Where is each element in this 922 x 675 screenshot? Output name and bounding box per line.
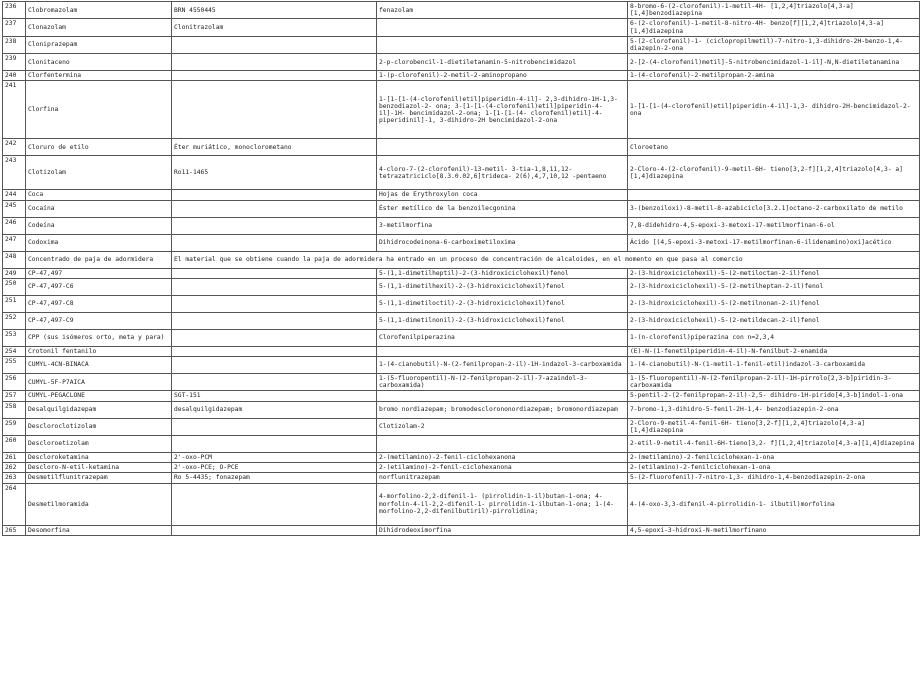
cell-syn (172, 217, 377, 234)
cell-iupac: 2-(3-hidroxiciclohexil)-5-(2-metiloctan-2-il)fenol (628, 268, 920, 278)
cell-iupac: 2-(3-hidroxiciclohexil)-5-(2-metildecan-2-il)fenol (628, 312, 920, 329)
table-row (3, 81, 920, 139)
table-row (3, 391, 920, 401)
cell-other: 1-(p-clorofenil)-2-metil-2-aminopropano (377, 71, 628, 81)
table-row (3, 54, 920, 71)
table-row (3, 525, 920, 535)
cell-iupac: 2-Cloro-4-(2-clorofenil)-9-metil-6H- tieno[3,2-f][1,2,4]triazolo[4,3- a][1,4]diazepina (628, 156, 920, 190)
cell-num: 253 (3, 329, 26, 346)
cell-name: Cocaína (26, 200, 172, 217)
table-row (3, 268, 920, 278)
table-row (3, 463, 920, 473)
cell-name: Codoxima (26, 234, 172, 251)
table-row (3, 295, 920, 312)
cell-name: Concentrado de paja de adormidera (26, 251, 172, 268)
cell-num: 255 (3, 357, 26, 374)
cell-name: CP-47,497-C9 (26, 312, 172, 329)
cell-num: 237 (3, 19, 26, 36)
cell-iupac: 7,8-didehidro-4,5-epoxi-3-metoxi-17-metilmorfinan-6-ol (628, 217, 920, 234)
cell-syn (172, 357, 377, 374)
cell-syn (172, 525, 377, 535)
cell-iupac: Ácido [(4,5-epoxi-3-metoxi-17-metilmorfinan-6-ilidenamino)oxi]acético (628, 234, 920, 251)
cell-iupac: 1-(n-clorofenil)piperazina con n=2,3,4 (628, 329, 920, 346)
cell-num: 242 (3, 139, 26, 156)
cell-other: Clorofenilpiperazina (377, 329, 628, 346)
cell-other: 4-cloro-7-(2-clorofenil)-13-metil- 3-tia-1,8,11,12-tetrazatriciclo[8.3.0.02,6]trideca- 2(6),4,7,10,12 -pentaeno (377, 156, 628, 190)
cell-other: El material que se obtiene cuando la paja de adormidera ha entrado en un proceso de concentración de alcaloides, en el momento en que pasa al comercio (172, 251, 920, 268)
cell-iupac: 4,5-epoxi-3-hidroxi-N-metilmorfinano (628, 525, 920, 535)
cell-num: 263 (3, 473, 26, 483)
cell-syn (172, 374, 377, 391)
cell-other (377, 139, 628, 156)
cell-syn: 2'-oxo-PCM (172, 453, 377, 463)
cell-name: CUMYL-PEGACLONE (26, 391, 172, 401)
cell-other: 1-[1-[1-(4-clorofenil)etil]piperidin-4-il]- 2,3-dihidro-1H-1,3-benzodiazol-2- ona; 3-[1-[1-(4-clorofenil)etil]piperidin-4-il]-1H- bencimidazol-2-ona; 1-[1-[1-(4- clorofenil)etil]-4-piperidinil]-1, 3-dihidro-2H bencimidazol-2-ona (377, 81, 628, 139)
cell-name: Desmetilmoramida (26, 483, 172, 525)
table-row (3, 190, 920, 200)
table-row (3, 217, 920, 234)
cell-name: CP-47,497-C8 (26, 295, 172, 312)
cell-iupac: 1-(5-fluoropentil)-N-(2-fenilpropan-2-il)-1H-pirrolo[2,3-b]piridin-3-carboxamida (628, 374, 920, 391)
cell-name: Clonazolam (26, 19, 172, 36)
table-row (3, 234, 920, 251)
cell-name: Descloroketamina (26, 453, 172, 463)
cell-syn: BRN 4550445 (172, 2, 377, 19)
table-row (3, 483, 920, 525)
cell-syn (172, 54, 377, 71)
cell-other: Clotizolam-2 (377, 418, 628, 435)
cell-syn (172, 190, 377, 200)
cell-iupac: 6-(2-clorofenil)-1-metil-8-nitro-4H- benzo[f][1,2,4]triazolo[4,3-a][1,4]diazepina (628, 19, 920, 36)
cell-iupac: (E)-N-(1-fenetilpiperidin-4-il)-N-fenilbut-2-enamida (628, 346, 920, 356)
table-row (3, 200, 920, 217)
cell-other: 5-(1,1-dimetilhexil)-2-(3-hidroxiciclohexil)fenol (377, 278, 628, 295)
cell-other: 5-(1,1-dimetilnonil)-2-(3-hidroxiciclohexil)fenol (377, 312, 628, 329)
cell-num: 258 (3, 401, 26, 418)
table-row (3, 139, 920, 156)
cell-syn: Clonitrazolam (172, 19, 377, 36)
cell-iupac: 5-(2-fluorofenil)-7-nitro-1,3- dihidro-1,4-benzodiazepin-2-ona (628, 473, 920, 483)
cell-name: Clorfentermina (26, 71, 172, 81)
cell-num: 239 (3, 54, 26, 71)
cell-syn (172, 268, 377, 278)
cell-name: Desalquilgidazepam (26, 401, 172, 418)
cell-iupac: 1-(4-cianobutil)-N-(1-metil-1-fenil-etil)indazol-3-carboxamida (628, 357, 920, 374)
cell-num: 241 (3, 81, 26, 139)
cell-name: CP-47,497 (26, 268, 172, 278)
cell-other: 3-metilmorfina (377, 217, 628, 234)
cell-num: 265 (3, 525, 26, 535)
cell-syn (172, 483, 377, 525)
cell-name: Clorfina (26, 81, 172, 139)
cell-syn: SGT-151 (172, 391, 377, 401)
table-row (3, 436, 920, 453)
cell-num: 250 (3, 278, 26, 295)
cell-name: Codeína (26, 217, 172, 234)
table-row (3, 156, 920, 190)
cell-other (377, 436, 628, 453)
cell-syn (172, 436, 377, 453)
cell-other: 5-(1,1-dimetilheptil)-2-(3-hidroxiciclohexil)fenol (377, 268, 628, 278)
cell-num: 259 (3, 418, 26, 435)
cell-other: bromo nordiazepam; bromodesclorononordiazepam; bromonordiazepam (377, 401, 628, 418)
cell-other: Dihidrodeoximorfina (377, 525, 628, 535)
table-row (3, 346, 920, 356)
cell-other: Dihidrocodeinona-6-carboximetiloxima (377, 234, 628, 251)
cell-other: fenazolam (377, 2, 628, 19)
cell-num: 262 (3, 463, 26, 473)
cell-iupac: 7-bromo-1,3-dihidro-5-fenil-2H-1,4- benzodiazepin-2-ona (628, 401, 920, 418)
cell-name: CUMYL-4CN-BINACA (26, 357, 172, 374)
cell-num: 249 (3, 268, 26, 278)
table-row (3, 401, 920, 418)
cell-num: 245 (3, 200, 26, 217)
cell-num: 238 (3, 36, 26, 53)
cell-iupac: 8-bromo-6-(2-clorofenil)-1-metil-4H- [1,2,4]triazolo[4,3-a][1,4]benzodiazepina (628, 2, 920, 19)
cell-name: Coca (26, 190, 172, 200)
cell-iupac: 5-(2-clorofenil)-1- (ciclopropilmetil)-7-nitro-1,3-dihidro-2H-benzo-1,4-diazepin-2-ona (628, 36, 920, 53)
cell-syn (172, 329, 377, 346)
table-row (3, 473, 920, 483)
cell-num: 257 (3, 391, 26, 401)
cell-syn: Ro 5-4435; fonazepam (172, 473, 377, 483)
cell-iupac: 1-[1-[1-(4-clorofenil)etil]piperidin-4-il]-1,3- dihidro-2H-bencimidazol-2-ona (628, 81, 920, 139)
cell-syn (172, 71, 377, 81)
cell-syn: Éter muriático, monoclorometano (172, 139, 377, 156)
cell-name: Descloroclotizolam (26, 418, 172, 435)
table-row (3, 278, 920, 295)
cell-iupac: 2-[2-(4-clorofenil)metil]-5-nitrobencimidazol-1-il]-N,N-dietiletanamina (628, 54, 920, 71)
cell-iupac: 5-pentil-2-(2-fenilpropan-2-il)-2,5- dihidro-1H-pirido[4,3-b]indol-1-ona (628, 391, 920, 401)
cell-num: 236 (3, 2, 26, 19)
cell-other: Hojas de Erythroxylon coca (377, 190, 628, 200)
cell-other (377, 36, 628, 53)
cell-iupac (628, 190, 920, 200)
cell-name: CUMYL-5F-P7AICA (26, 374, 172, 391)
table-row (3, 357, 920, 374)
cell-other: 1-(4-cianobutil)-N-(2-fenilpropan-2-il)-1H-indazol-3-carboxamida (377, 357, 628, 374)
cell-iupac: 3-(benzoiloxi)-8-metil-8-azabiciclo[3.2.1]octano-2-carboxilato de metilo (628, 200, 920, 217)
cell-name: CP-47,497-C6 (26, 278, 172, 295)
table-row (3, 71, 920, 81)
table-row (3, 251, 920, 268)
cell-other: 1-(5-fluoropentil)-N-(2-fenilpropan-2-il)-7-azaindol-3-carboxamida) (377, 374, 628, 391)
substances-table-body (3, 2, 920, 536)
cell-syn (172, 418, 377, 435)
cell-syn (172, 200, 377, 217)
cell-num: 261 (3, 453, 26, 463)
cell-iupac: 4-(4-oxo-3,3-difenil-4-pirrolidin-1- ilbutil)morfolina (628, 483, 920, 525)
cell-other: Éster metílico de la benzoilecgonina (377, 200, 628, 217)
cell-num: 254 (3, 346, 26, 356)
cell-num: 240 (3, 71, 26, 81)
cell-syn (172, 81, 377, 139)
cell-syn (172, 346, 377, 356)
cell-num: 252 (3, 312, 26, 329)
table-row (3, 36, 920, 53)
cell-name: Clotizolam (26, 156, 172, 190)
cell-name: Descloroetizolam (26, 436, 172, 453)
cell-num: 256 (3, 374, 26, 391)
cell-other: 2-p-clorobencil-1-dietiletanamin-5-nitrobencimidazol (377, 54, 628, 71)
cell-name: Descloro-N-etil-ketamina (26, 463, 172, 473)
cell-other (377, 19, 628, 36)
cell-iupac: 2-(metilamino)-2-fenilciclohexan-1-ona (628, 453, 920, 463)
cell-num: 246 (3, 217, 26, 234)
cell-other (377, 346, 628, 356)
cell-num: 247 (3, 234, 26, 251)
cell-num: 251 (3, 295, 26, 312)
table-row (3, 329, 920, 346)
cell-iupac: Cloroetano (628, 139, 920, 156)
cell-name: Clobromazolam (26, 2, 172, 19)
cell-num: 264 (3, 483, 26, 525)
cell-syn: 2'-oxo-PCE; O-PCE (172, 463, 377, 473)
cell-name: Clonitaceno (26, 54, 172, 71)
cell-num: 260 (3, 436, 26, 453)
substances-table (2, 1, 920, 536)
cell-other: 2-(etilamino)-2-fenil-ciclohexanona (377, 463, 628, 473)
cell-iupac: 2-(3-hidroxiciclohexil)-5-(2-metilheptan-2-il)fenol (628, 278, 920, 295)
cell-syn (172, 278, 377, 295)
cell-syn (172, 36, 377, 53)
table-row (3, 312, 920, 329)
cell-iupac: 1-(4-clorofenil)-2-metilpropan-2-amina (628, 71, 920, 81)
table-row (3, 2, 920, 19)
cell-syn (172, 234, 377, 251)
narcotics-table-page (2, 1, 919, 536)
cell-num: 244 (3, 190, 26, 200)
cell-other: 4-morfolino-2,2-difenil-1- (pirrolidin-1-il)butan-1-ona; 4- morfolin-4-il-2,2-difenil-1- pirrolidin-1-ilbutan-1-ona; 1-(4- morfolino-2,2-difenilbutiril)-pirrolidina; (377, 483, 628, 525)
cell-other: norflunitrazepam (377, 473, 628, 483)
cell-name: Cloniprazepam (26, 36, 172, 53)
table-row (3, 374, 920, 391)
cell-syn: Ro11-1465 (172, 156, 377, 190)
cell-iupac: 2-(etilamino)-2-fenilciclohexan-1-ona (628, 463, 920, 473)
cell-name: Cloruro de etilo (26, 139, 172, 156)
table-row (3, 453, 920, 463)
cell-syn (172, 295, 377, 312)
cell-name: Desomorfina (26, 525, 172, 535)
cell-num: 248 (3, 251, 26, 268)
cell-syn: desalquilgidazepam (172, 401, 377, 418)
cell-num: 243 (3, 156, 26, 190)
cell-syn (172, 312, 377, 329)
cell-iupac: 2-(3-hidroxiciclohexil)-5-(2-metilnonan-2-il)fenol (628, 295, 920, 312)
cell-name: Desmetilflunitrazepam (26, 473, 172, 483)
cell-name: CPP (sus isómeros orto, meta y para) (26, 329, 172, 346)
cell-other: 5-(1,1-dimetiloctil)-2-(3-hidroxiciclohexil)fenol (377, 295, 628, 312)
table-row (3, 19, 920, 36)
cell-other (377, 391, 628, 401)
cell-other: 2-(metilamino)-2-fenil-ciclohexanona (377, 453, 628, 463)
cell-iupac: 2-Cloro-9-metil-4-fenil-6H- tieno[3,2-f][1,2,4]triazolo[4,3-a][1,4]diazepina (628, 418, 920, 435)
cell-name: Crotonil fentanilo (26, 346, 172, 356)
table-row (3, 418, 920, 435)
cell-iupac: 2-etil-9-metil-4-fenil-6H-tieno[3,2- f][1,2,4]triazolo[4,3-a][1,4]diazepina (628, 436, 920, 453)
